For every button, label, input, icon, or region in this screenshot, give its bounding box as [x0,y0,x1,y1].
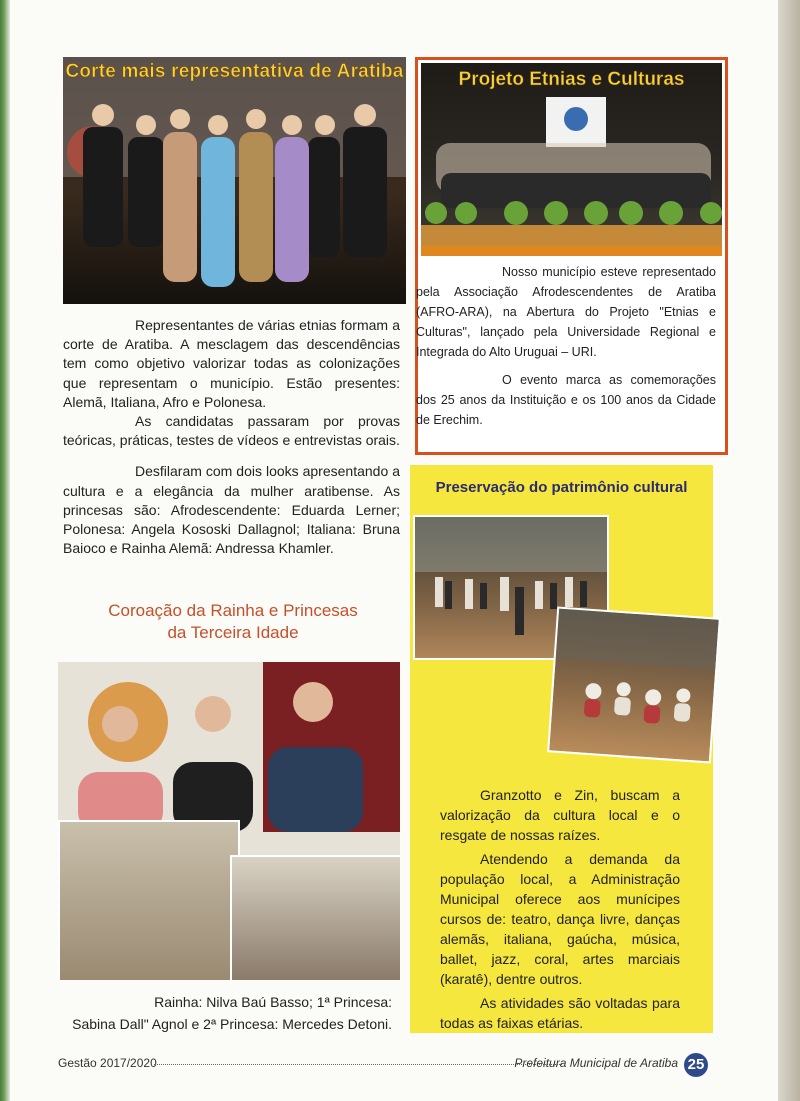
senior-coronation-heading-line-2: da Terceira Idade [167,623,299,642]
court-paragraph-2: As candidatas passaram por provas teóricas, práticas, testes de vídeos e entrevistas orais. [63,413,400,449]
senior-queens-caption [40,991,392,1035]
ethnicities-paragraph-2: O evento marca as comemorações dos 25 anos da Instituição e os 100 anos da Cidade de Erechim. [416,373,716,427]
heritage-paragraph-2: Atendendo a demanda da população local, a Administração Municipal oferece aos munícipes cursos de: teatro, dança livre, danças alemãs, italiana, gaúcha, música, ballet, jazz, coral, artes marciais (karatê), dentre outros. [440,851,680,987]
dance-class-photo-2-scene [549,609,719,762]
court-photo-title: Corte mais representativa de Aratiba [65,61,404,82]
court-paragraph-3: Desfilaram com dois looks apresentando a cultura e a elegância da mulher aratibense. As princesas são: Afrodescendente: Eduarda Lerner; Polonesa: Angela Kososki Dallagnol; Italiana: Bruna Baioco e Rainha Alemã: Andressa Khamler. [63,463,400,557]
senior-coronation-heading-line-1: Coroação da Rainha e Princesas [108,601,358,620]
footer-term: Gestão 2017/2020 [58,1056,157,1070]
senior-coronation-heading [58,600,408,644]
heritage-paragraph-1: Granzotto e Zin, buscam a valorização da cultura local e o resgate de nossas raízes. [440,787,680,843]
ethnicities-project-title: Projeto Etnias e Culturas [458,69,685,90]
dance-class-photo-2 [547,606,721,763]
court-photo-figures [63,57,406,304]
senior-coronation-inset-2 [230,855,400,980]
footer-publisher: Prefeitura Municipal de Aratiba [514,1056,678,1070]
ethnicities-project-text [416,262,716,430]
cultural-heritage-title: Preservação do patrimônio cultural [435,479,688,496]
ethnicities-project-band [421,246,722,256]
caption-line-2: Sabina Dall" Agnol e 2ª Princesa: Mercedes Detoni. [72,1016,392,1032]
senior-queens-photo [58,662,400,980]
page-number-badge: 25 [684,1053,708,1077]
ethnicities-paragraph-1: Nosso município esteve representado pela Associação Afrodescendentes de Aratiba (AFRO-ARA), na Abertura do Projeto "Etnias e Culturas", lançado pela Universidade Regional e Integrada do Alto Uruguai – URI. [416,265,716,359]
page-left-edge [0,0,10,1101]
court-article-text [63,316,400,558]
heritage-paragraph-3: As atividades são voltadas para todas as faixas etárias. [440,995,680,1031]
caption-line-1: Rainha: Nilva Baú Basso; 1ª Princesa: [154,994,392,1010]
court-paragraph-1: Representantes de várias etnias formam a corte de Aratiba. A mesclagem das descendências tem como objetivo valorizar todas as colonizações que representam o município. Estão presentes: Alemã, Italiana, Afro e Polonesa. [63,317,400,410]
page-footer [58,1056,678,1072]
footer-dot-leader [154,1064,562,1065]
ethnicities-project-photo [421,63,722,246]
page-right-edge [778,0,800,1101]
senior-coronation-inset-1 [58,820,240,980]
court-photo [63,57,406,304]
cultural-heritage-text [440,785,680,1033]
